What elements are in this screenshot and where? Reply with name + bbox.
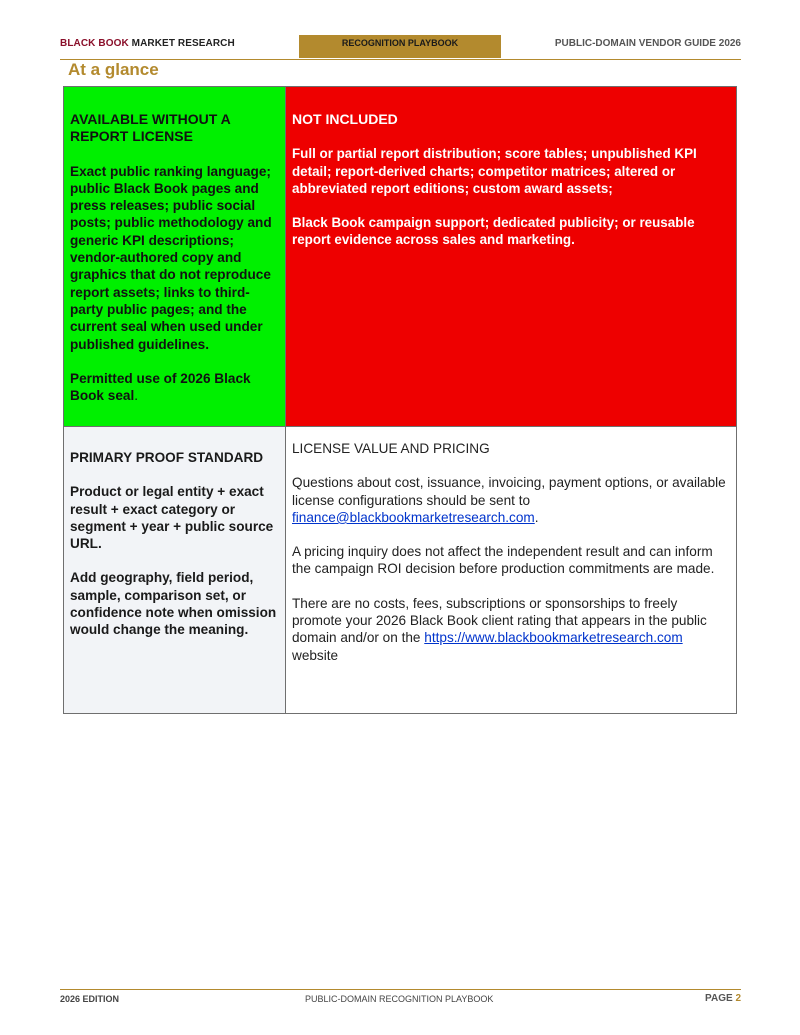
- page-label: PAGE: [705, 993, 736, 1004]
- license-paragraph-3: [292, 595, 730, 664]
- available-cell: [64, 87, 286, 427]
- license-paragraph-2: A pricing inquiry does not affect the independent result and can inform the campaign ROI decision before production commitments are made.: [292, 544, 715, 577]
- proof-body-1: Product or legal entity + exact result + exact category or segment + year + public source URL.: [70, 484, 274, 552]
- page-indicator: [705, 993, 741, 1004]
- not-included-body-1: Full or partial report distribution; score tables; unpublished KPI detail; report-derived charts; competitor matrices; altered or abbreviated report editions; custom award assets;: [292, 146, 697, 196]
- page-footer: [60, 989, 741, 1010]
- license-p1-text: Questions about cost, issuance, invoicing, payment options, or available license configurations should be sent to: [292, 475, 726, 508]
- not-included-cell: [286, 87, 737, 427]
- available-heading: AVAILABLE WITHOUT A REPORT LICENSE: [70, 111, 231, 145]
- license-paragraph-1: [292, 474, 730, 526]
- edition-label: 2026 EDITION: [60, 994, 120, 1004]
- proof-heading: PRIMARY PROOF STANDARD: [70, 450, 264, 465]
- brand-rest: MARKET RESEARCH: [128, 38, 235, 49]
- license-heading: LICENSE VALUE AND PRICING: [292, 441, 490, 456]
- brand-accent: BLACK BOOK: [60, 38, 129, 49]
- table-row: [64, 87, 737, 427]
- not-included-heading: NOT INCLUDED: [292, 111, 398, 127]
- proof-standard-cell: [64, 427, 286, 714]
- website-link[interactable]: https://www.blackbookmarketresearch.com: [424, 630, 683, 646]
- seal-note-text: Permitted use of 2026 Black Book seal: [70, 370, 251, 404]
- available-body: Exact public ranking language; public Black Book pages and press releases; public social posts; public methodology and generic KPI descriptions; vendor-authored copy and graphics that do not reproduce report assets; links to third-party public pages; and the current seal when used under published guidelines.: [70, 163, 272, 352]
- license-p3-text: There are no costs, fees, subscriptions or sponsorships to freely promote your 2026 Black Book client rating that appears in the public domain and/or on the: [292, 595, 707, 646]
- footer-title: PUBLIC-DOMAIN RECOGNITION PLAYBOOK: [305, 994, 494, 1004]
- license-cell: [286, 427, 737, 714]
- proof-body-2: Add geography, field period, sample, comparison set, or confidence note when omission would change the meaning.: [70, 570, 277, 638]
- finance-email-link[interactable]: finance@blackbookmarketresearch.com: [292, 509, 535, 525]
- at-a-glance-table: [63, 86, 737, 714]
- table-row: [64, 427, 737, 714]
- section-title: At a glance: [68, 60, 159, 79]
- recognition-playbook-tab: RECOGNITION PLAYBOOK: [299, 35, 501, 58]
- not-included-body-2: Black Book campaign support; dedicated publicity; or reusable report evidence across sales and marketing.: [292, 215, 695, 248]
- license-p3-end: website: [292, 647, 339, 663]
- guide-label: PUBLIC-DOMAIN VENDOR GUIDE 2026: [554, 38, 741, 49]
- license-p1-end: .: [534, 509, 539, 525]
- seal-note: [70, 370, 279, 405]
- brand-name: [60, 38, 235, 49]
- page-header: [60, 35, 741, 60]
- seal-note-period: .: [134, 388, 138, 404]
- page-number: 2: [735, 993, 741, 1004]
